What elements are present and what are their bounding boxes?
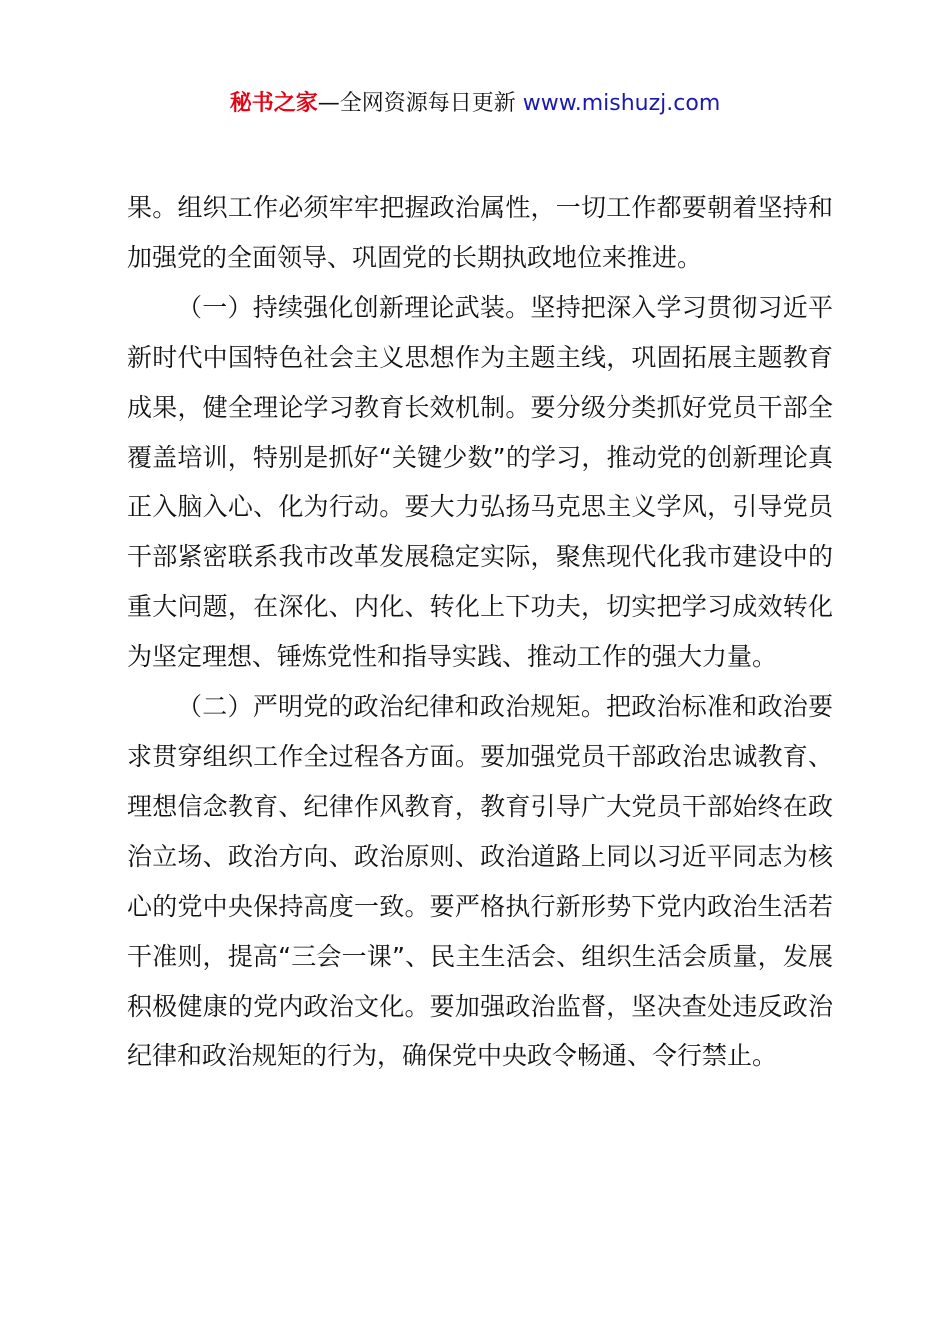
paragraph-continuation: 果。组织工作必须牢牢把握政治属性，一切工作都要朝着坚持和加强党的全面领导、巩固党的长期执政地位来推进。 (127, 193, 833, 272)
page-header (0, 86, 950, 122)
header-url-link[interactable]: www.mishuzj.com (522, 91, 721, 116)
document-body (127, 183, 833, 1081)
header-brand: 秘书之家 (229, 91, 318, 116)
header-tagline: —全网资源每日更新 (317, 91, 523, 116)
paragraph-section-two: （二）严明党的政治纪律和政治规矩。把政治标准和政治要求贯穿组织工作全过程各方面。要加强党员干部政治忠诚教育、理想信念教育、纪律作风教育，教育引导广大党员干部始终在政治立场、政治方向、政治原则、政治道路上同以习近平同志为核心的党中央保持高度一致。要严格执行新形势下党内政治生活若干准则，提高“三会一课”、民主生活会、组织生活会质量，发展积极健康的党内政治文化。要加强政治监督，坚决查处违反政治纪律和政治规矩的行为，确保党中央政令畅通、令行禁止。 (127, 692, 833, 1071)
paragraph-section-one: （一）持续强化创新理论武装。坚持把深入学习贯彻习近平新时代中国特色社会主义思想作为主题主线，巩固拓展主题教育成果，健全理论学习教育长效机制。要分级分类抓好党员干部全覆盖培训，特别是抓好“关键少数”的学习，推动党的创新理论真正入脑入心、化为行动。要大力弘扬马克思主义学风，引导党员干部紧密联系我市改革发展稳定实际，聚焦现代化我市建设中的重大问题，在深化、内化、转化上下功夫，切实把学习成效转化为坚定理想、锤炼党性和指导实践、推动工作的强大力量。 (127, 292, 833, 672)
